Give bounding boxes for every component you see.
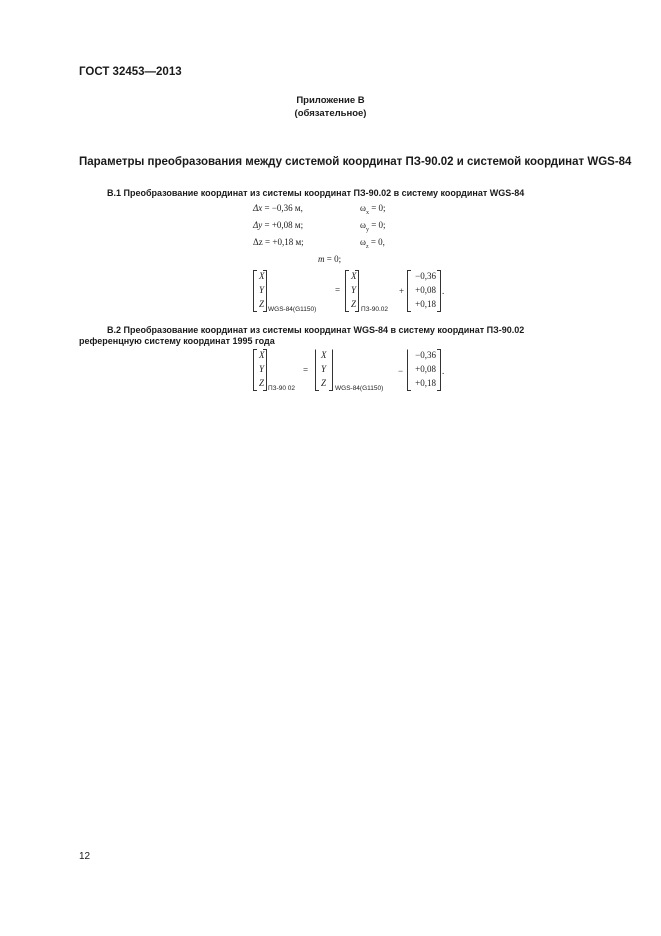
param-wx-value: = 0; xyxy=(368,203,386,213)
eq2-rhs-vector xyxy=(315,349,333,391)
param-dy-symbol: Δy xyxy=(253,220,263,230)
eq1-shift-z: +0,18 xyxy=(415,299,436,309)
eq2-lhs-x: X xyxy=(259,350,265,360)
param-dy xyxy=(253,220,303,230)
param-dz xyxy=(253,237,304,247)
eq2-lhs-vector xyxy=(253,349,267,391)
param-m-symbol: m xyxy=(318,254,325,264)
section-2-heading: В.2 Преобразование координат из системы координат WGS-84 в систему координат ПЗ-90.02 xyxy=(107,325,525,335)
param-dx-value: = −0,36 м, xyxy=(262,203,303,213)
param-wz-symbol: ω xyxy=(360,237,366,247)
param-dx-symbol: Δx xyxy=(253,203,263,213)
param-wz-sub: z xyxy=(365,244,369,250)
annex-title: Приложение В xyxy=(296,95,365,106)
eq1-shift-vector xyxy=(407,270,441,312)
param-wy xyxy=(360,220,386,233)
eq1-lhs-x: X xyxy=(259,271,265,281)
param-m-value: = 0; xyxy=(324,254,342,264)
annex-status: (обязательное) xyxy=(294,108,367,119)
eq1-plus: + xyxy=(399,286,405,296)
section-2-heading-cont: референцную систему координат 1995 года xyxy=(79,336,275,346)
eq2-shift-y: +0,08 xyxy=(415,364,436,374)
page-number: 12 xyxy=(79,851,91,862)
eq2-lhs-z: Z xyxy=(259,378,265,388)
eq2-minus: − xyxy=(398,366,404,376)
eq1-end: . xyxy=(442,286,445,296)
param-m xyxy=(318,254,341,264)
eq2-shift-z: +0,18 xyxy=(415,378,436,388)
eq1-lhs-vector xyxy=(253,270,267,312)
eq2-lhs-y: Y xyxy=(259,364,265,374)
eq2-equals: = xyxy=(303,365,309,375)
param-wx-sub: x xyxy=(365,210,369,216)
param-wy-value: = 0; xyxy=(368,220,386,230)
section-1-heading: В.1 Преобразование координат из системы координат ПЗ-90.02 в систему координат WGS-84 xyxy=(107,188,525,198)
eq1-lhs-label: WGS-84(G1150) xyxy=(268,306,317,313)
eq1-rhs-label: ПЗ-90.02 xyxy=(361,306,389,313)
eq2-lhs-label: ПЗ-90 02 xyxy=(268,385,296,392)
param-wx xyxy=(360,203,386,216)
eq2-end: . xyxy=(442,366,445,376)
eq2-rhs-label: WGS-84(G1150) xyxy=(335,385,384,392)
param-wz-value: = 0, xyxy=(368,237,385,247)
annex-heading: Параметры преобразования между системой координат ПЗ-90.02 и системой координат WGS-84 xyxy=(79,156,632,168)
param-wz xyxy=(360,237,385,250)
eq2-rhs-x: X xyxy=(321,350,327,360)
eq1-rhs-x: X xyxy=(351,271,357,281)
eq1-rhs-y: Y xyxy=(351,285,357,295)
eq1-shift-y: +0,08 xyxy=(415,285,436,295)
param-wy-sub: y xyxy=(365,227,369,233)
param-dz-symbol: Δz xyxy=(253,237,263,247)
eq1-rhs-vector xyxy=(345,270,359,312)
eq2-rhs-y: Y xyxy=(321,364,327,374)
param-wx-symbol: ω xyxy=(360,203,366,213)
standard-header: ГОСТ 32453—2013 xyxy=(79,66,182,78)
param-dy-value: = +0,08 м; xyxy=(262,220,304,230)
eq2-shift-vector xyxy=(407,349,441,391)
param-dx xyxy=(253,203,303,213)
eq1-equals: = xyxy=(335,285,341,295)
eq1-shift-x: −0,36 xyxy=(415,271,436,281)
eq1-rhs-z: Z xyxy=(351,299,357,309)
eq2-shift-x: −0,36 xyxy=(415,350,436,360)
eq1-lhs-z: Z xyxy=(259,299,265,309)
eq2-rhs-z: Z xyxy=(321,378,327,388)
param-wy-symbol: ω xyxy=(360,220,366,230)
param-dz-value: = +0,18 м; xyxy=(262,237,304,247)
eq1-lhs-y: Y xyxy=(259,285,265,295)
